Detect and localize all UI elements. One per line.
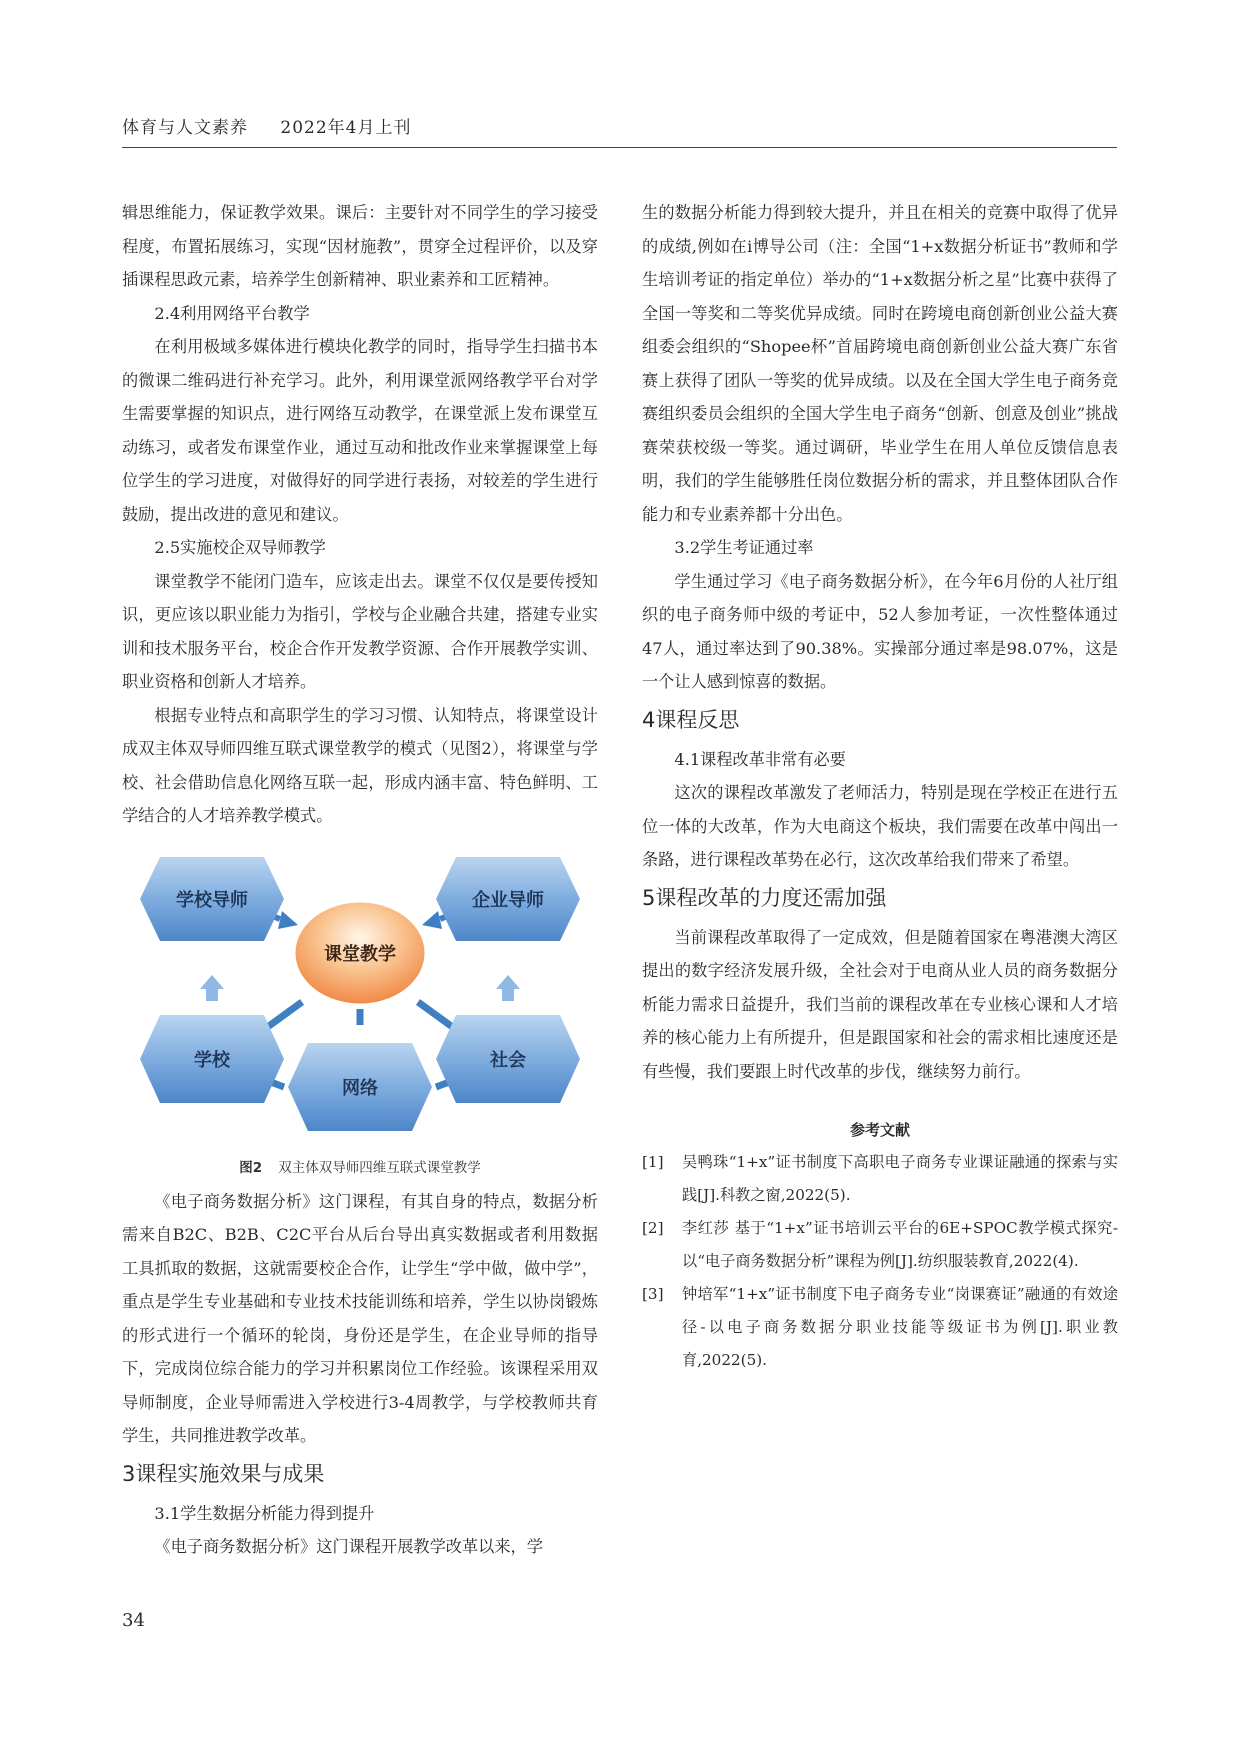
arrow-icon bbox=[278, 911, 298, 929]
reference-text: 吴鸭珠“1+x”证书制度下高职电子商务专业课证融通的探索与实践[J].科教之窗,2022(5). bbox=[682, 1153, 1118, 1204]
section-heading: 3课程实施效果与成果 bbox=[122, 1461, 325, 1486]
paragraph: 学生通过学习《电子商务数据分析》，在今年6月份的人社厅组织的电子商务师中级的考证中，52人参加考证，一次性整体通过47人，通过率达到了90.38%。实操部分通过率是98.07%，这是一个让人感到惊喜的数据。 bbox=[642, 571, 1118, 691]
paragraph: 辑思维能力，保证教学效果。课后：主要针对不同学生的学习接受程度，布置拓展练习，实现“因材施教”，贯穿全过程评价，以及穿插课程思政元素，培养学生创新精神、职业素养和工匠精神。 bbox=[122, 203, 598, 289]
paragraph: 《电子商务数据分析》这门课程开展教学改革以来，学 bbox=[154, 1537, 543, 1556]
paragraph: 《电子商务数据分析》这门课程，有其自身的特点，数据分析需来自B2C、B2B、C2C平台从后台导出真实数据或者利用数据工具抓取的数据，这就需要校企合作，让学生“学中做，做中学”，重点是学生专业基础和专业技术技能训练和培养，学生以协岗锻炼的形式进行一个循环的轮岗，身份还是学生，在企业导师的指导下，完成岗位综合能力的学习并积累岗位工作经验。该课程采用双导师制度，企业导师需进入学校进行3-4周教学，与学校教师共育学生，共同推进教学改革。 bbox=[122, 1191, 598, 1445]
reference-item bbox=[642, 1278, 1118, 1377]
paragraph: 当前课程改革取得了一定成效，但是随着国家在粤港澳大湾区提出的数字经济发展升级，全社会对于电商从业人员的商务数据分析能力需求日益提升，我们当前的课程改革在专业核心课和人才培养的核心能力上有所提升，但是跟国家和社会的需求相比速度还是有些慢，我们要跟上时代改革的步伐，继续努力前行。 bbox=[642, 927, 1118, 1081]
reference-item bbox=[642, 1212, 1118, 1278]
figure-caption bbox=[122, 1157, 598, 1179]
figure-2 bbox=[122, 847, 598, 1153]
caption-number: 图2 bbox=[239, 1159, 263, 1176]
references-title: 参考文献 bbox=[849, 1121, 910, 1139]
arrow-icon bbox=[502, 987, 514, 1001]
right-column bbox=[642, 196, 1118, 1377]
paragraph: 在利用极域多媒体进行模块化教学的同时，指导学生扫描书本的微课二维码进行补充学习。此外，利用课堂派网络教学平台对学生需要掌握的知识点，进行网络互动教学，在课堂派上发布课堂互动练习，或者发布课堂作业，通过互动和批改作业来掌握课堂上每位学生的学习进度，对做得好的同学进行表扬，对较差的学生进行鼓励，提出改进的意见和建议。 bbox=[122, 337, 598, 524]
issue-date: 2022年4月上刊 bbox=[280, 118, 412, 138]
label-classroom: 课堂教学 bbox=[324, 943, 396, 965]
reference-number: [3] bbox=[642, 1285, 664, 1303]
subsection-heading: 3.2学生考证通过率 bbox=[674, 538, 814, 557]
label-network: 网络 bbox=[342, 1077, 378, 1099]
label-enterprise-mentor: 企业导师 bbox=[472, 889, 544, 911]
label-school-mentor: 学校导师 bbox=[176, 889, 248, 911]
paragraph: 课堂教学不能闭门造车，应该走出去。课堂不仅仅是要传授知识，更应该以职业能力为指引，学校与企业融合共建，搭建专业实训和技术服务平台，校企合作开发教学资源、合作开展教学实训、职业资格和创新人才培养。 bbox=[122, 571, 598, 691]
reference-number: [2] bbox=[642, 1219, 664, 1237]
arrow-icon bbox=[422, 911, 442, 929]
subsection-heading: 2.4利用网络平台教学 bbox=[154, 303, 310, 323]
paragraph: 根据专业特点和高职学生的学习习惯、认知特点，将课堂设计成双主体双导师四维互联式课堂教学的模式（见图2），将课堂与学校、社会借助信息化网络互联一起，形成内涵丰富、特色鲜明、工学结合的人才培养教学模式。 bbox=[122, 705, 598, 825]
arrow-icon bbox=[200, 975, 224, 989]
subsection-heading: 3.1学生数据分析能力得到提升 bbox=[154, 1503, 375, 1523]
paragraph: 生的数据分析能力得到较大提升，并且在相关的竞赛中取得了优异的成绩,例如在i博导公司（注：全国“1+x数据分析证书”教师和学生培训考证的指定单位）举办的“1+x数据分析之星”比赛中获得了全国一等奖和二等奖优异成绩。同时在跨境电商创新创业公益大赛组委会组织的“Shopee杯”首届跨境电商创新创业公益大赛广东省赛上获得了团队一等奖的优异成绩。以及在全国大学生电子商务竞赛组织委员会组织的全国大学生电子商务“创新、创意及创业”挑战赛荣获校级一等奖。通过调研，毕业学生在用人单位反馈信息表明，我们的学生能够胜任岗位数据分析的需求，并且整体团队合作能力和专业素养都十分出色。 bbox=[642, 203, 1118, 524]
label-society: 社会 bbox=[490, 1049, 526, 1071]
arrow-icon bbox=[496, 975, 520, 989]
section-heading: 5课程改革的力度还需加强 bbox=[642, 885, 887, 910]
page-number: 34 bbox=[122, 1610, 145, 1631]
subsection-heading: 2.5实施校企双导师教学 bbox=[154, 538, 326, 557]
caption-text: 双主体双导师四维互联式课堂教学 bbox=[278, 1159, 481, 1176]
paragraph: 这次的课程改革激发了老师活力，特别是现在学校正在进行五位一体的大改革，作为大电商这个板块，我们需要在改革中闯出一条路，进行课程改革势在必行，这次改革给我们带来了希望。 bbox=[642, 783, 1118, 869]
running-header bbox=[122, 113, 1117, 148]
journal-name: 体育与人文素养 bbox=[122, 118, 248, 138]
reference-number: [1] bbox=[642, 1153, 664, 1171]
reference-item bbox=[642, 1146, 1118, 1212]
left-column bbox=[122, 196, 598, 1564]
section-heading: 4课程反思 bbox=[642, 707, 740, 732]
diagram bbox=[122, 847, 598, 1147]
reference-text: 李红莎 基于“1+x”证书培训云平台的6E+SPOC教学模式探究-以“电子商务数据分析”课程为例[J].纺织服装教育,2022(4). bbox=[682, 1219, 1118, 1270]
arrow-icon bbox=[206, 987, 218, 1001]
label-school: 学校 bbox=[194, 1049, 230, 1071]
subsection-heading: 4.1课程改革非常有必要 bbox=[674, 749, 846, 769]
reference-text: 钟培军“1+x”证书制度下电子商务专业“岗课赛证”融通的有效途径-以电子商务数据分职业技能等级证书为例[J].职业教育,2022(5). bbox=[682, 1285, 1118, 1369]
